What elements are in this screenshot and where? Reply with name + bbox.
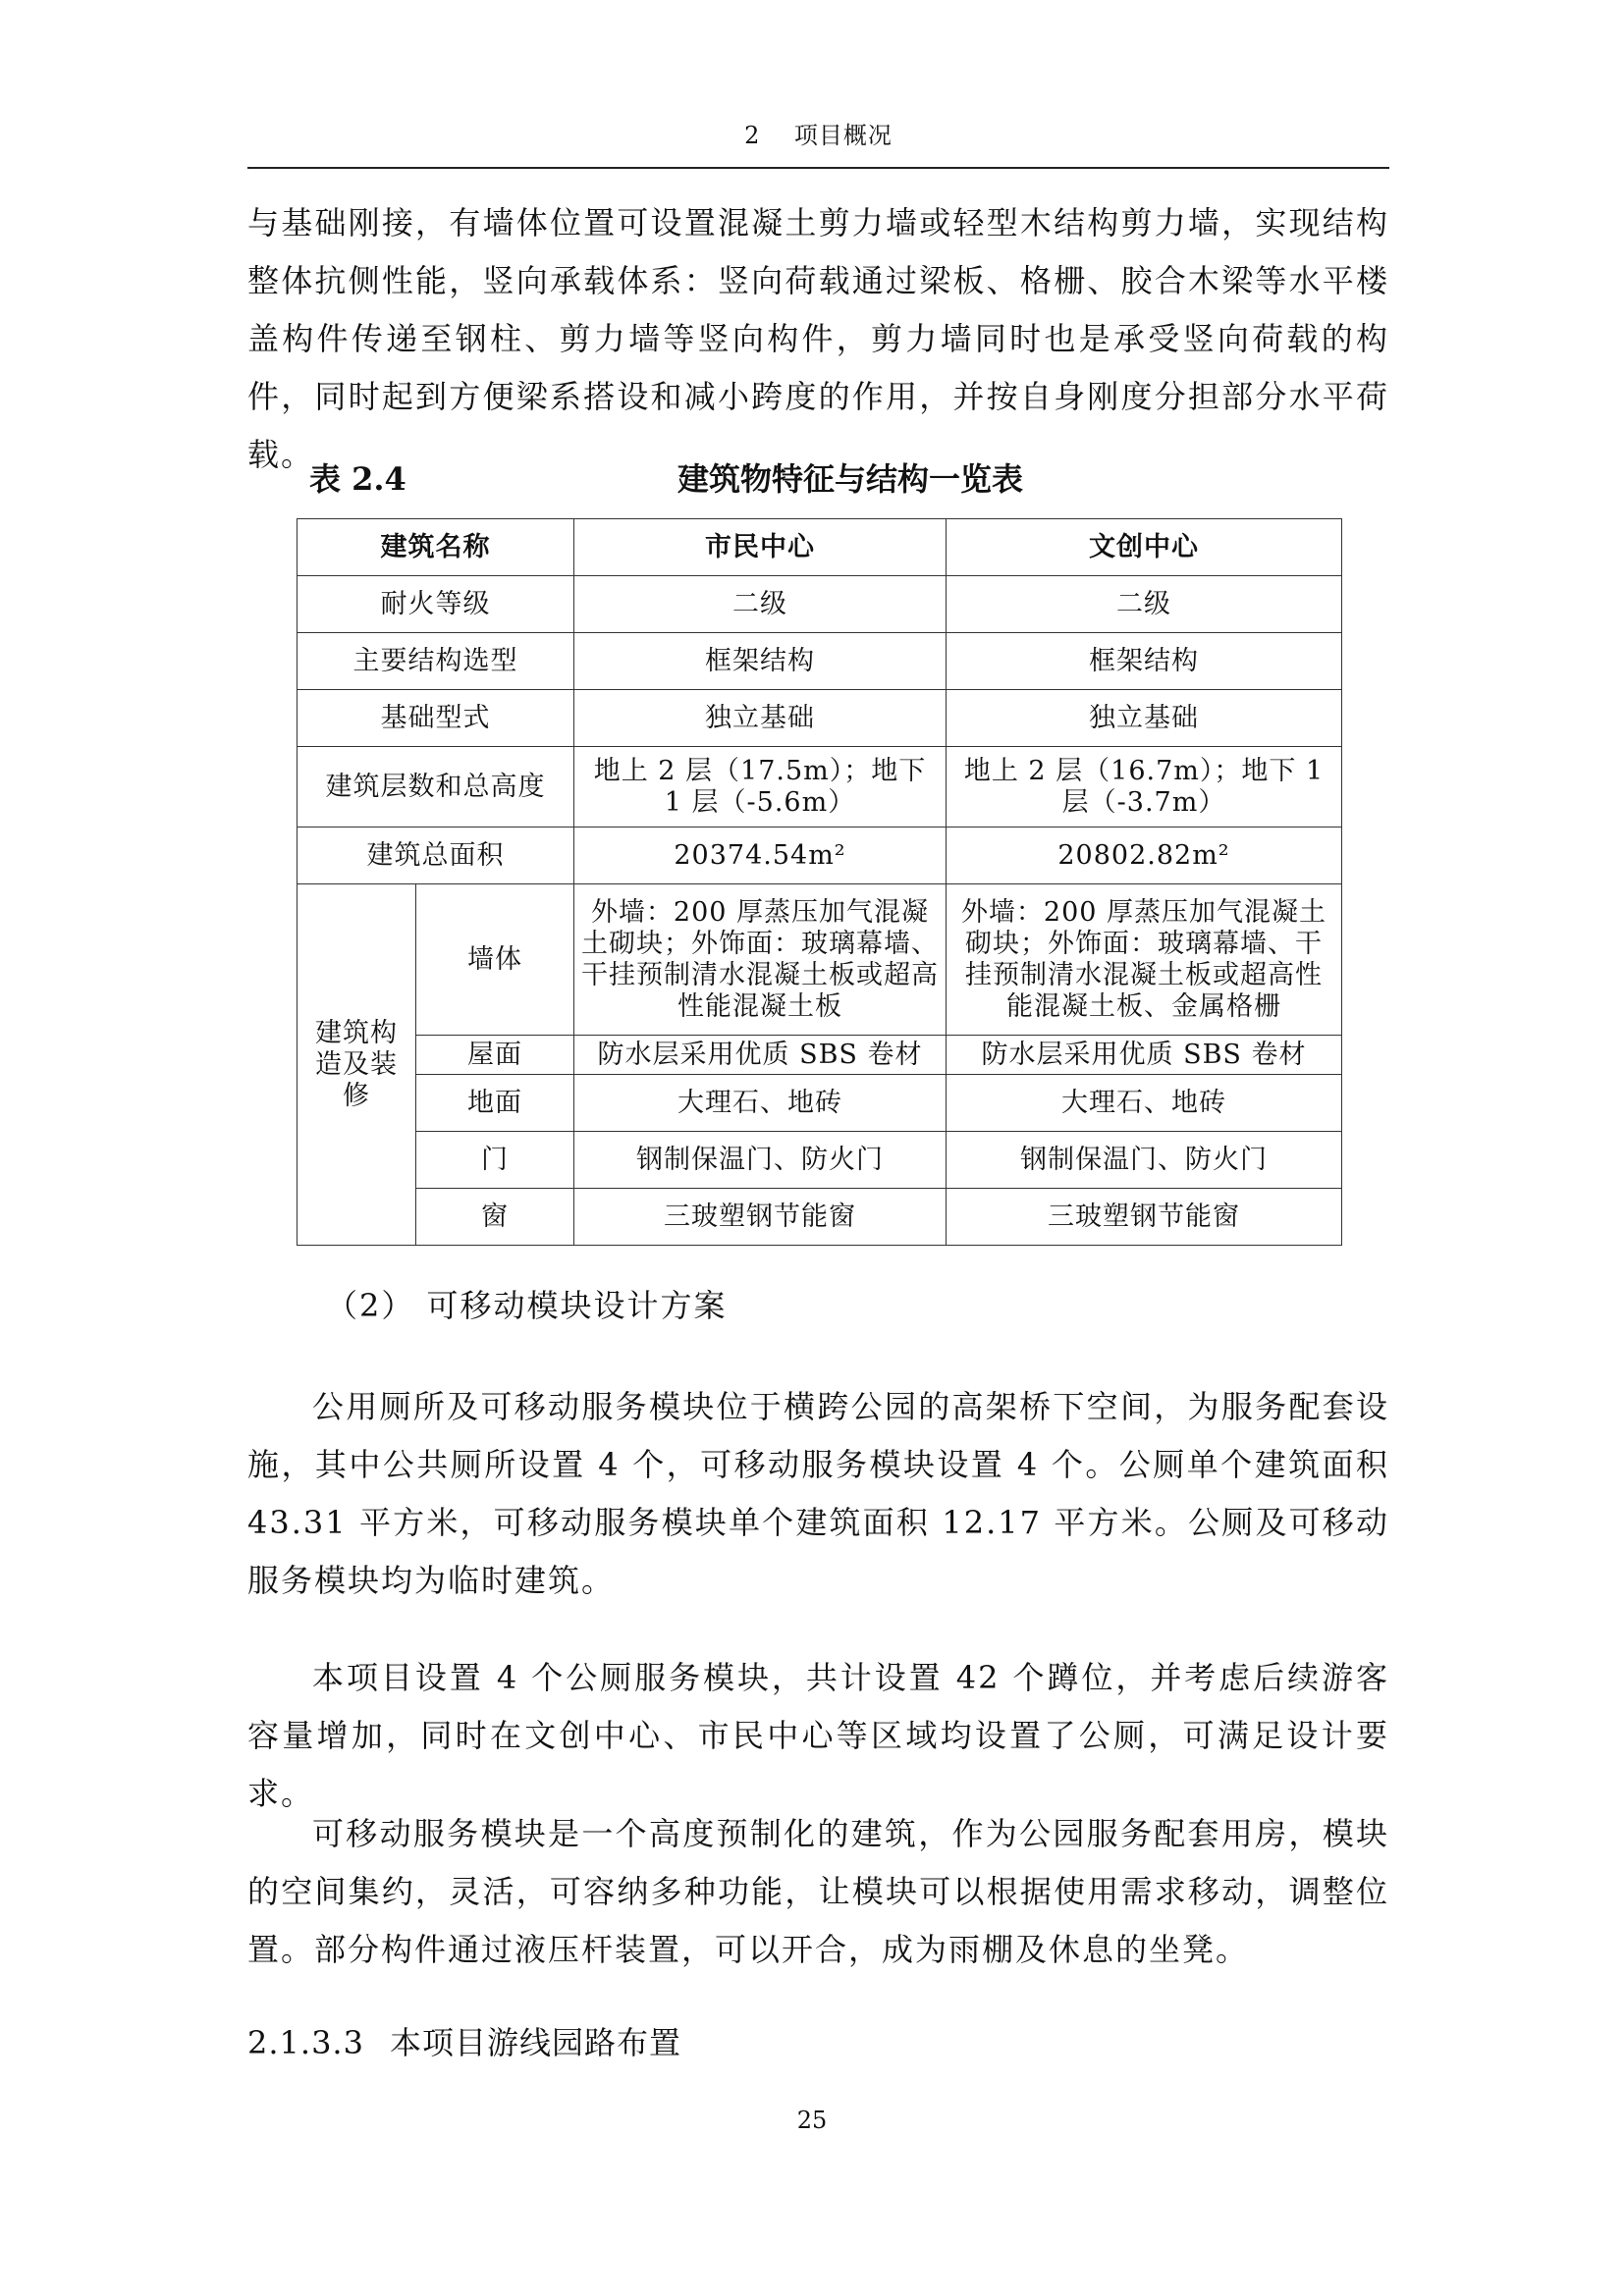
cell-creative: 独立基础 bbox=[947, 690, 1342, 747]
cell-civic: 钢制保温门、防火门 bbox=[574, 1132, 947, 1189]
table-row bbox=[298, 1036, 1342, 1075]
table-row bbox=[298, 1189, 1342, 1246]
cell-creative: 防水层采用优质 SBS 卷材 bbox=[947, 1036, 1342, 1075]
row-label: 基础型式 bbox=[298, 690, 574, 747]
section-number: 2.1.3.3 bbox=[247, 2024, 364, 2061]
cell-civic: 二级 bbox=[574, 576, 947, 633]
cell-civic: 框架结构 bbox=[574, 633, 947, 690]
row-label: 建筑层数和总高度 bbox=[298, 747, 574, 828]
row-label: 门 bbox=[416, 1132, 574, 1189]
cell-creative: 大理石、地砖 bbox=[947, 1075, 1342, 1132]
cell-creative: 外墙：200 厚蒸压加气混凝土砌块；外饰面：玻璃幕墙、干挂预制清水混凝土板或超高性能混凝土板、金属格栅 bbox=[947, 884, 1342, 1036]
cell-civic: 防水层采用优质 SBS 卷材 bbox=[574, 1036, 947, 1075]
subsection-title: （2） 可移动模块设计方案 bbox=[326, 1287, 728, 1324]
building-spec-table bbox=[297, 518, 1342, 1246]
table-row bbox=[298, 690, 1342, 747]
table-row bbox=[298, 1132, 1342, 1189]
cell-civic: 外墙：200 厚蒸压加气混凝土砌块；外饰面：玻璃幕墙、干挂预制清水混凝土板或超高性能混凝土板 bbox=[574, 884, 947, 1036]
cell-civic: 大理石、地砖 bbox=[574, 1075, 947, 1132]
cell-civic: 三玻塑钢节能窗 bbox=[574, 1189, 947, 1246]
cell-creative: 框架结构 bbox=[947, 633, 1342, 690]
cell-creative: 二级 bbox=[947, 576, 1342, 633]
row-label: 主要结构选型 bbox=[298, 633, 574, 690]
table-header-row bbox=[298, 519, 1342, 576]
chapter-number: 2 bbox=[744, 122, 761, 149]
table-row bbox=[298, 884, 1342, 1036]
body-paragraph-mobile-modules: 可移动服务模块是一个高度预制化的建筑，作为公园服务配套用房，模块的空间集约，灵活，可容纳多种功能，让模块可以根据使用需求移动，调整位置。部分构件通过液压杆装置，可以开合，成为雨棚及休息的坐凳。 bbox=[247, 1815, 1389, 1968]
body-paragraph-toilet-modules: 本项目设置 4 个公厕服务模块，共计设置 42 个蹲位，并考虑后续游客容量增加，同时在文创中心、市民中心等区域均设置了公厕，可满足设计要求。 bbox=[247, 1659, 1389, 1812]
section-heading bbox=[247, 2018, 681, 2063]
body-paragraph-toilets: 公用厕所及可移动服务模块位于横跨公园的高架桥下空间，为服务配套设施，其中公共厕所设置 4 个，可移动服务模块设置 4 个。公厕单个建筑面积 43.31 平方米，可移动服务模块单个建筑面积 12.17 平方米。公厕及可移动服务模块均为临时建筑。 bbox=[247, 1388, 1389, 1599]
table-row bbox=[298, 828, 1342, 884]
cell-creative: 三玻塑钢节能窗 bbox=[947, 1189, 1342, 1246]
chapter-title: 项目概况 bbox=[793, 122, 893, 149]
group-label: 建筑构造及装修 bbox=[298, 884, 416, 1246]
cell-civic: 独立基础 bbox=[574, 690, 947, 747]
section-title: 本项目游线园路布置 bbox=[389, 2024, 681, 2061]
cell-creative: 地上 2 层（16.7m）；地下 1 层（-3.7m） bbox=[947, 747, 1342, 828]
row-label: 窗 bbox=[416, 1189, 574, 1246]
header-cell-civic-center: 市民中心 bbox=[574, 519, 947, 576]
row-label: 耐火等级 bbox=[298, 576, 574, 633]
row-label: 地面 bbox=[416, 1075, 574, 1132]
page-number: 25 bbox=[796, 2107, 828, 2134]
table-row bbox=[298, 633, 1342, 690]
cell-creative: 钢制保温门、防火门 bbox=[947, 1132, 1342, 1189]
page-header bbox=[247, 116, 1389, 150]
table-row bbox=[298, 1075, 1342, 1132]
table-caption-title: 建筑物特征与结构一览表 bbox=[677, 460, 1024, 498]
table-caption-number: 表 2.4 bbox=[309, 460, 406, 498]
header-cell-name: 建筑名称 bbox=[298, 519, 574, 576]
row-label: 建筑总面积 bbox=[298, 828, 574, 884]
cell-creative: 20802.82m² bbox=[947, 828, 1342, 884]
cell-civic: 地上 2 层（17.5m）；地下 1 层（-5.6m） bbox=[574, 747, 947, 828]
cell-civic: 20374.54m² bbox=[574, 828, 947, 884]
intro-paragraph: 与基础刚接，有墙体位置可设置混凝土剪力墙或轻型木结构剪力墙，实现结构整体抗侧性能，竖向承载体系：竖向荷载通过梁板、格栅、胶合木梁等水平楼盖构件传递至钢柱、剪力墙等竖向构件，剪力墙同时也是承受竖向荷载的构件，同时起到方便梁系搭设和减小跨度的作用，并按自身刚度分担部分水平荷载。 bbox=[247, 204, 1389, 473]
table-row bbox=[298, 747, 1342, 828]
row-label: 墙体 bbox=[416, 884, 574, 1036]
header-divider bbox=[247, 167, 1389, 169]
row-label: 屋面 bbox=[416, 1036, 574, 1075]
table-row bbox=[298, 576, 1342, 633]
header-cell-creative-center: 文创中心 bbox=[947, 519, 1342, 576]
